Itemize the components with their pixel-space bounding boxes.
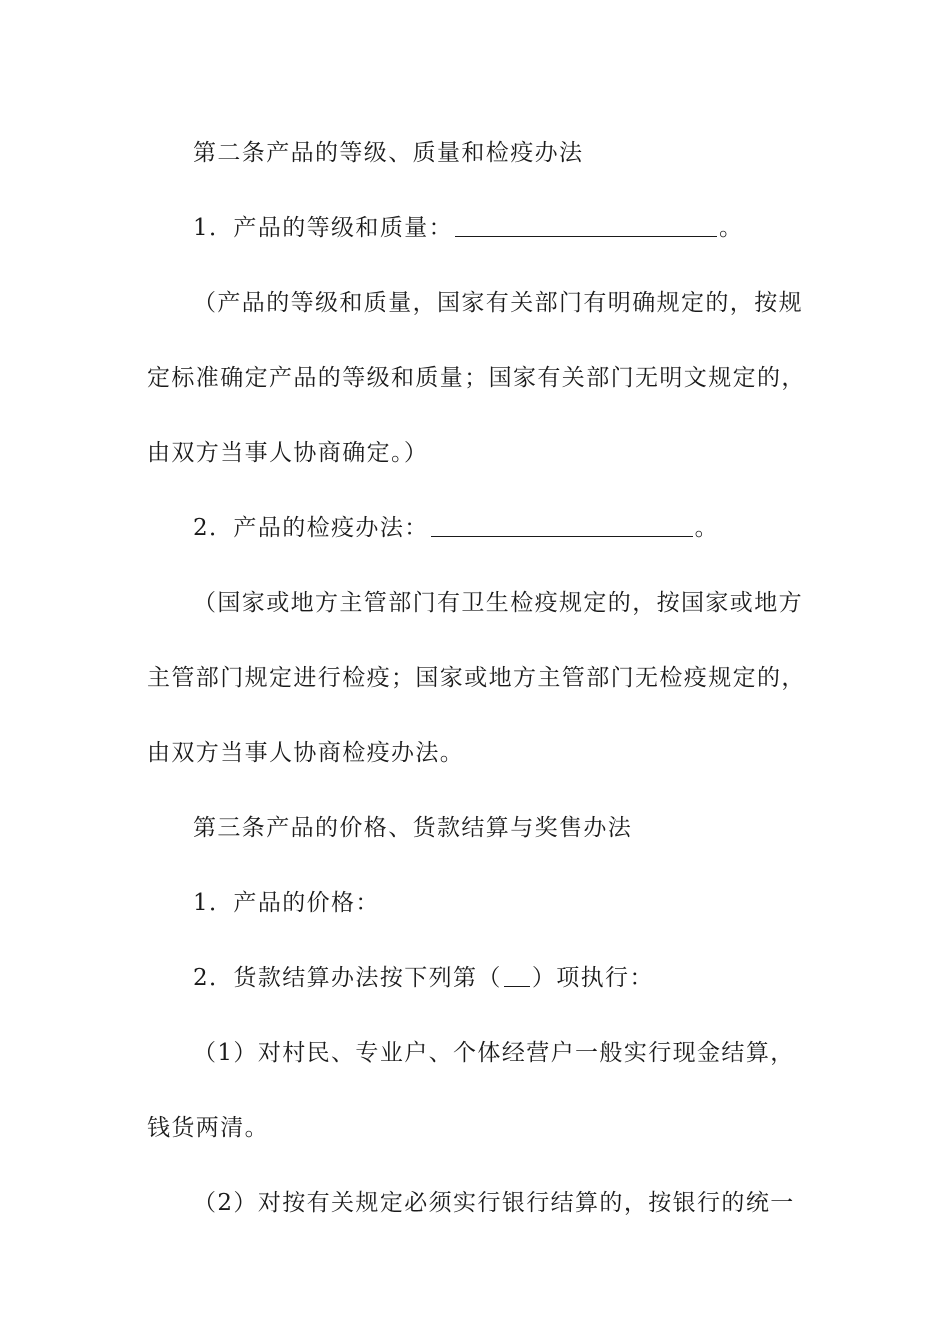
paragraph-line: （国家或地方主管部门有卫生检疫规定的，按国家或地方 (193, 590, 803, 616)
fill-blank-grade-quality[interactable] (455, 214, 717, 237)
article-3-heading: 第三条产品的价格、货款结算与奖售办法 (193, 815, 633, 841)
paragraph-line: 钱货两清。 (147, 1115, 269, 1141)
paragraph-line: 主管部门规定进行检疫；国家或地方主管部门无检疫规定的， (147, 665, 806, 691)
fill-blank-quarantine-method[interactable] (431, 514, 693, 537)
clause-3-1: 1．产品的价格： (193, 890, 380, 916)
paragraph-line: （产品的等级和质量，国家有关部门有明确规定的，按规 (193, 290, 803, 316)
fill-blank-item-number[interactable] (504, 964, 530, 987)
paragraph-line: 定标准确定产品的等级和质量；国家有关部门无明文规定的， (147, 365, 806, 391)
paragraph-line: 由双方当事人协商检疫办法。 (147, 740, 465, 766)
article-2-heading: 第二条产品的等级、质量和检疫办法 (193, 140, 584, 166)
paragraph-line: （2）对按有关规定必须实行银行结算的，按银行的统一 (193, 1190, 795, 1216)
paragraph-line: 由双方当事人协商确定。） (147, 440, 429, 466)
paragraph-line: （1）对村民、专业户、个体经营户一般实行现金结算， (193, 1040, 795, 1066)
clause-2-1: 1．产品的等级和质量： 。 (193, 215, 744, 241)
clause-3-2: 2．货款结算办法按下列第（ ）项执行： (193, 965, 654, 991)
clause-2-2: 2．产品的检疫办法： 。 (193, 515, 720, 541)
